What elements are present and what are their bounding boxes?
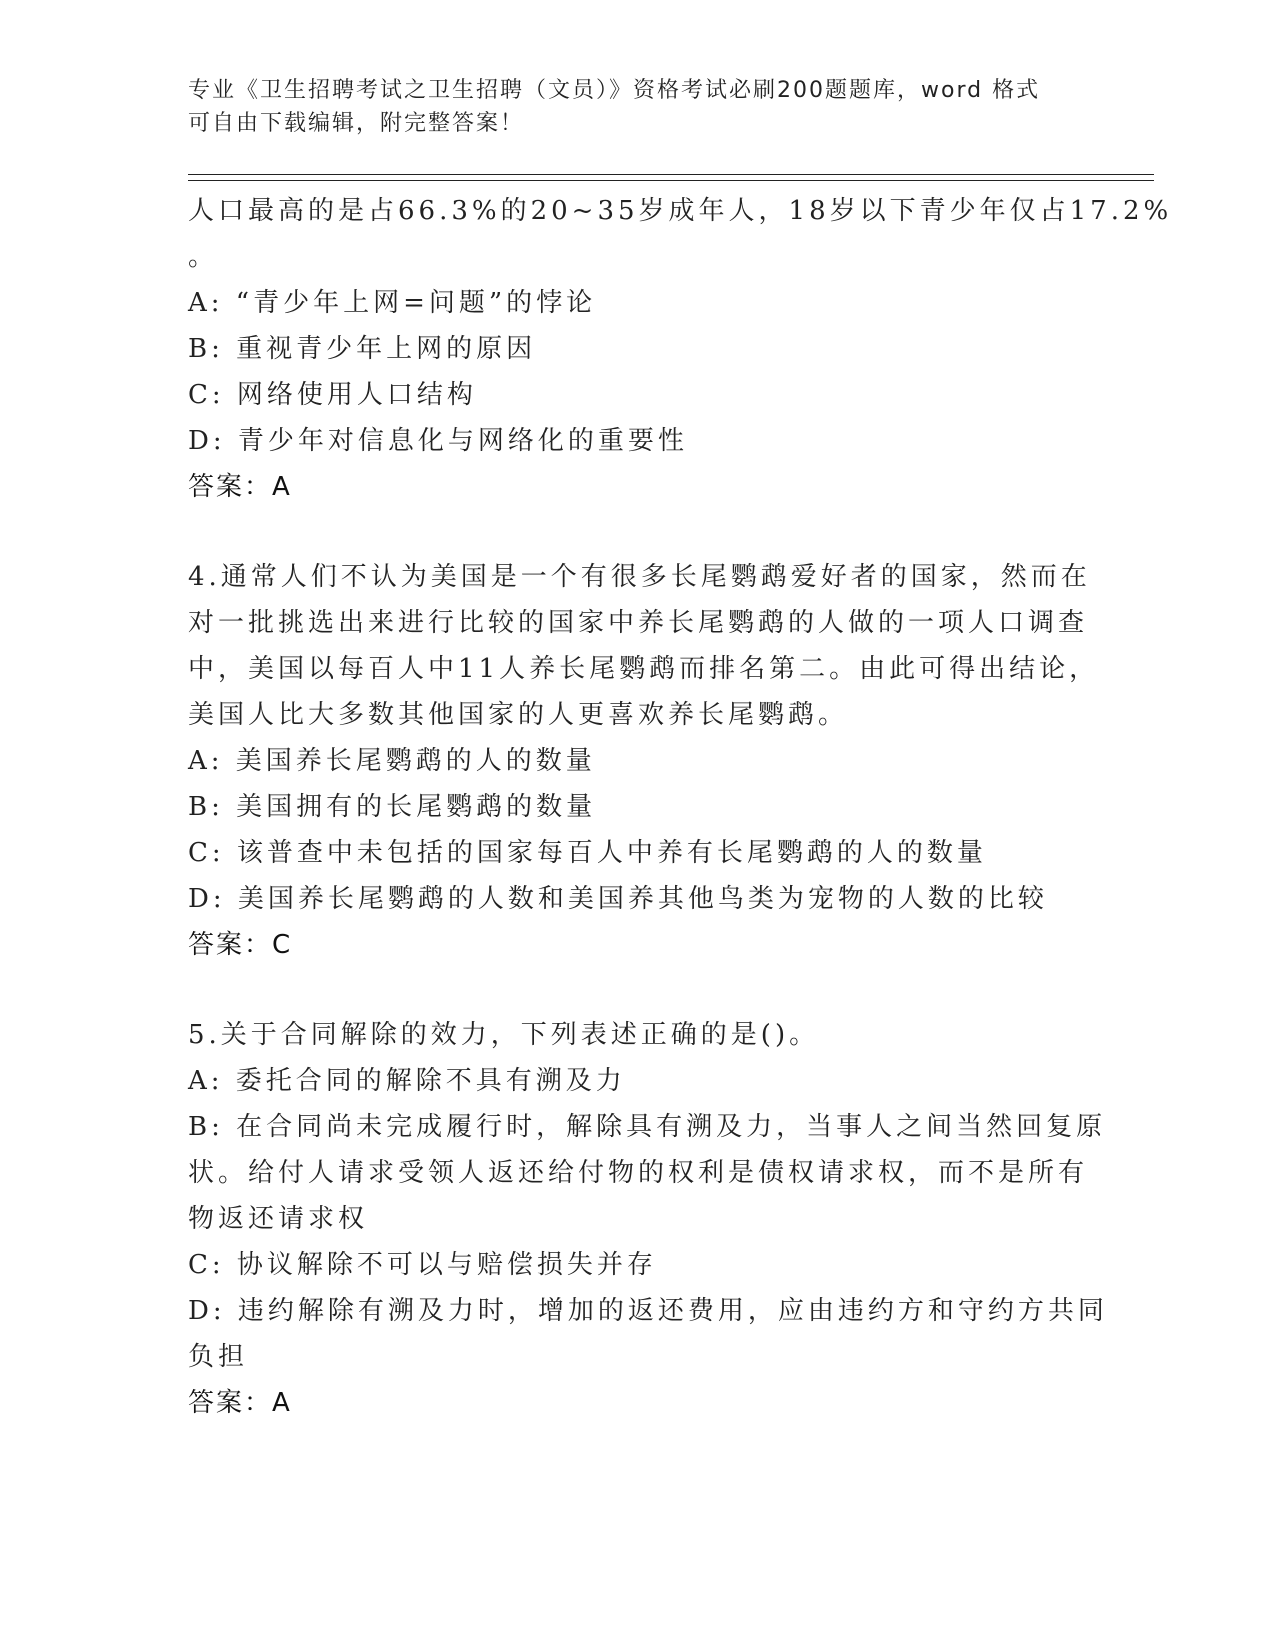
header-subtitle-line: 可自由下载编辑，附完整答案！ [188,111,525,136]
answer-line: 答案：A [188,472,292,502]
question-stem-line: 。 [188,242,219,272]
option-a: A: “青少年上网=问题”的悖论 [188,288,597,318]
option-c: C: 协议解除不可以与赔偿损失并存 [188,1250,657,1280]
option-c: C: 网络使用人口结构 [188,380,477,410]
question-list [188,188,1173,1426]
header-divider-top [188,174,1154,175]
option-c: C: 该普查中未包括的国家每百人中养有长尾鹦鹉的人的数量 [188,838,987,868]
document-header [188,74,1088,140]
question-stem-line: 4.通常人们不认为美国是一个有很多长尾鹦鹉爱好者的国家，然而在 [188,562,1091,592]
option-b: B: 重视青少年上网的原因 [188,334,537,364]
option-d: D: 违约解除有溯及力时，增加的返还费用，应由违约方和守约方共同 [188,1296,1108,1326]
question-4 [188,554,1100,968]
answer-line: 答案：C [188,930,293,960]
header-divider-bottom [188,180,1154,181]
option-b-continued: 物返还请求权 [188,1204,369,1234]
spacer [188,968,1088,1012]
option-b: B: 美国拥有的长尾鹦鹉的数量 [188,792,597,822]
option-b-continued: 状。给付人请求受领人返还给付物的权利是债权请求权，而不是所有 [188,1158,1089,1188]
question-stem-line: 中，美国以每百人中11人养长尾鹦鹉而排名第二。由此可得出结论， [188,654,1100,684]
option-d-continued: 负担 [188,1342,249,1372]
option-d: D: 青少年对信息化与网络化的重要性 [188,426,688,456]
option-a: A: 委托合同的解除不具有溯及力 [188,1066,626,1096]
question-stem-line: 人口最高的是占66.3%的20~35岁成年人，18岁以下青少年仅占17.2% [188,196,1173,226]
option-d: D: 美国养长尾鹦鹉的人数和美国养其他鸟类为宠物的人数的比较 [188,884,1048,914]
answer-line: 答案：A [188,1388,292,1418]
question-5 [188,1012,1108,1426]
question-3 [188,188,1173,510]
spacer [188,510,1088,554]
question-stem-line: 5.关于合同解除的效力，下列表述正确的是()。 [188,1020,820,1050]
header-title-line: 专业《卫生招聘考试之卫生招聘（文员）》资格考试必刷200题题库，word 格式 [188,78,1041,103]
question-stem-line: 美国人比大多数其他国家的人更喜欢养长尾鹦鹉。 [188,700,849,730]
option-b: B: 在合同尚未完成履行时，解除具有溯及力，当事人之间当然回复原 [188,1112,1107,1142]
option-a: A: 美国养长尾鹦鹉的人的数量 [188,746,596,776]
question-stem-line: 对一批挑选出来进行比较的国家中养长尾鹦鹉的人做的一项人口调查 [188,608,1089,638]
